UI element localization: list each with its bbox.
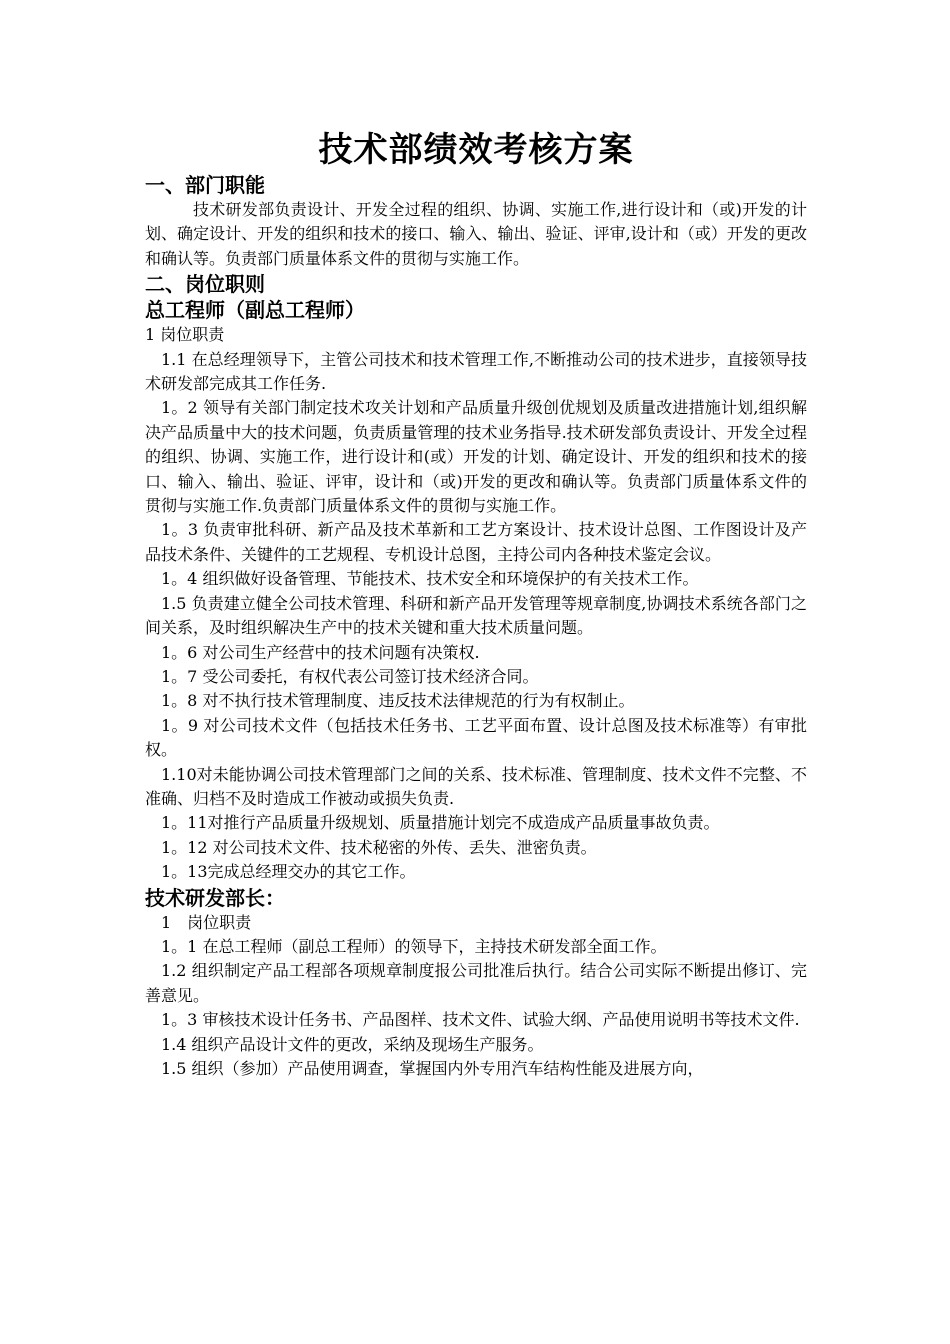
document-title: 技术部绩效考核方案 [318, 130, 634, 170]
rd-duty-item: 1。3 审核技术设计任务书、产品图样、技术文件、试验大纲、产品使用说明书等技术文件. [161, 1010, 800, 1030]
chief-duty-item: 1。4 组织做好设备管理、节能技术、技术安全和环境保护的有关技术工作。 [161, 569, 699, 589]
rd-duties-label: 1 岗位职责 [161, 912, 252, 932]
chief-duties-label: 1 岗位职责 [145, 325, 225, 345]
chief-duty-item: 1.5 负责建立健全公司技术管理、科研和新产品开发管理等规章制度,协调技术系统各部门之间关系，及时组织解决生产中的技术关键和重大技术质量问题。 [145, 593, 807, 638]
chief-duty-item: 1。3 负责审批科研、新产品及技术革新和工艺方案设计、技术设计总图、工作图设计及产品技术条件、关键件的工艺规程、专机设计总图，主持公司内各种技术鉴定会议。 [145, 520, 807, 564]
department-functions-paragraph: 技术研发部负责设计、开发全过程的组织、协调、实施工作,进行设计和（或)开发的计划、确定设计、开发的组织和技术的接口、输入、输出、验证、评审,设计和（或）开发的更改和确认等。负责部门质量体系文件的贯彻与实施工作。 [145, 200, 807, 268]
rd-duty-item: 1.5 组织（参加）产品使用调查，掌握国内外专用汽车结构性能及进展方向， [161, 1059, 704, 1078]
chief-duty-item: 1。8 对不执行技术管理制度、违反技术法律规范的行为有权制止。 [161, 691, 635, 711]
chief-duty-item: 1。7 受公司委托，有权代表公司签订技术经济合同。 [161, 666, 539, 686]
chief-duty-item: 1。11对推行产品质量升级规划、质量措施计划完不成造成产品质量事故负责。 [161, 813, 720, 833]
section-heading-department-functions: 一、部门职能 [145, 173, 265, 197]
chief-duty-item: 1。9 对公司技术文件（包括技术任务书、工艺平面布置、设计总图及技术标准等）有审批权。 [145, 715, 807, 760]
rd-duty-item: 1.4 组织产品设计文件的更改，采纳及现场生产服务。 [161, 1034, 544, 1054]
chief-engineer-heading: 总工程师（副总工程师） [145, 298, 365, 323]
rd-duty-item: 1.2 组织制定产品工程部各项规章制度报公司批准后执行。结合公司实际不断提出修订、完善意见。 [145, 961, 807, 1005]
chief-duty-item: 1。2 领导有关部门制定技术攻关计划和产品质量升级创优规划及质量改进措施计划,组织解决产品质量中大的技术问题，负责质量管理的技术业务指导.技术研发部负责设计、开发全过程的组织、协调、实施工作，进行设计和(或）开发的计划、确定设计、开发的组织和技术的接口、输入、输出、验证、评审，设计和（或)开发的更改和确认等。负责部门质量体系文件的贯彻与实施工作.负责部门质量体系文件的贯彻与实施工作。 [145, 398, 807, 516]
chief-duty-item: 1。6 对公司生产经营中的技术问题有决策权. [161, 642, 480, 662]
document-page [145, 128, 807, 1081]
rd-duty-item: 1。1 在总工程师（副总工程师）的领导下，主持技术研发部全面工作。 [161, 936, 667, 956]
chief-duty-item: 1。12 对公司技术文件、技术秘密的外传、丢失、泄密负责。 [161, 837, 597, 857]
chief-duty-item: 1.10对未能协调公司技术管理部门之间的关系、技术标准、管理制度、技术文件不完整、不准确、归档不及时造成工作被动或损失负责. [145, 764, 807, 808]
rd-head-heading: 技术研发部长： [145, 885, 285, 910]
section-heading-post-duties: 二、岗位职则 [145, 272, 265, 297]
chief-duty-item: 1.1 在总经理领导下，主管公司技术和技术管理工作,不断推动公司的技术进步，直接领导技术研发部完成其工作任务. [145, 349, 807, 394]
chief-duty-item: 1。13完成总经理交办的其它工作。 [161, 862, 416, 882]
